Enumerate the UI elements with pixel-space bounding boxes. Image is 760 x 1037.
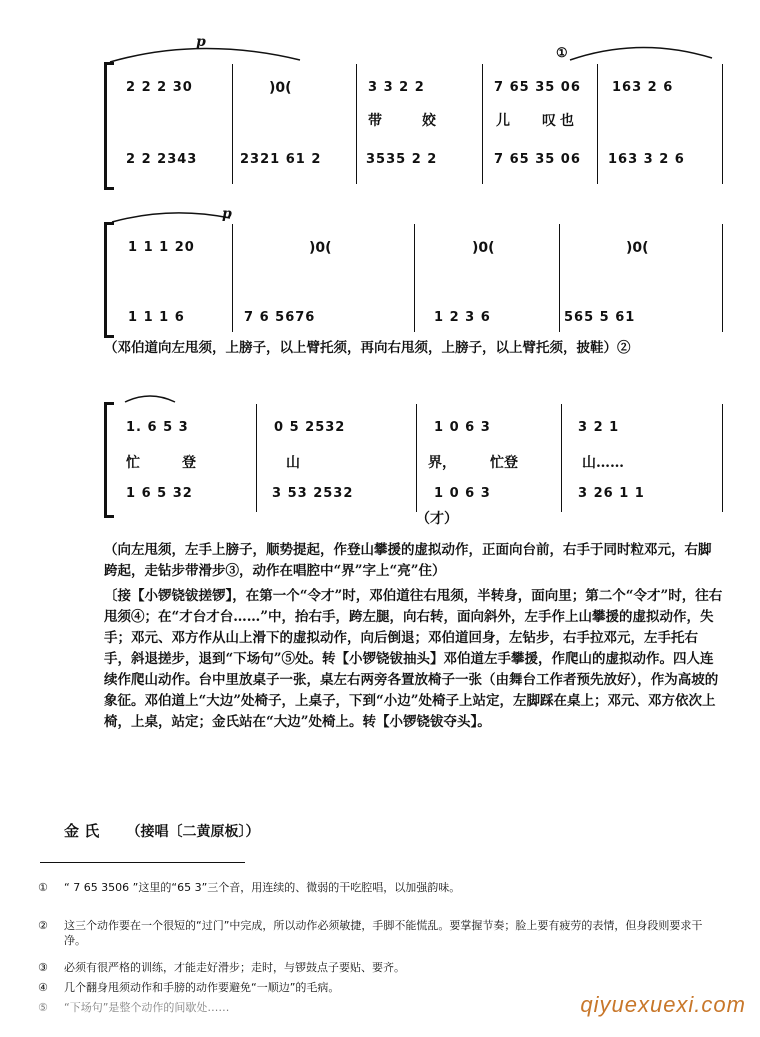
top-note-measure: 1 1 1 20 — [128, 240, 195, 255]
stage-direction: （邓伯道向左甩须，上膀子，以上臂托须，再向右甩须，上膀子，以上臂托须，披鞋）② — [104, 340, 631, 356]
lyric: 界， — [428, 455, 456, 471]
top-note-measure: 0 5 2532 — [274, 420, 346, 435]
footnote-text: 必须有很严格的训练，才能走好滑步；走时，与锣鼓点子要贴、要齐。 — [64, 961, 405, 974]
bottom-note-measure: 7 6 5676 — [244, 310, 316, 325]
lyric: 也 — [560, 113, 574, 129]
footnote-number: ④ — [38, 981, 48, 994]
footnote-number: ① — [38, 881, 48, 894]
footnote-number: ③ — [38, 961, 48, 974]
rest-mark: )0( — [626, 240, 649, 256]
character-cue: （接唱〔二黄原板〕） — [126, 824, 260, 840]
lyric: 忙 — [126, 455, 140, 471]
bottom-note-measure: 3 53 2532 — [272, 486, 354, 501]
dynamic-mark: p — [196, 34, 206, 50]
rest-mark: )0( — [309, 240, 332, 256]
bottom-note-measure: 565 5 61 — [564, 310, 636, 325]
footnote-text: 这三个动作要在一个很短的“过门”中完成，所以动作必须敏捷，手脚不能慌乱。要掌握节奏；脸上要有疲劳的表情，但身段则要求干净。 — [64, 919, 703, 947]
character-name: 金 氏 — [64, 822, 100, 840]
bottom-note-measure: 1 6 5 32 — [126, 486, 193, 501]
bottom-note-measure: 7 65 35 06 — [494, 152, 581, 167]
lyric: 叹 — [542, 113, 556, 129]
top-note-measure: 3 3 2 2 — [368, 80, 425, 95]
lyric: 忙登 — [490, 455, 518, 471]
footnote-text: “下场句”是整个动作的间歇处…… — [64, 1001, 230, 1014]
lyric: 姣 — [422, 113, 436, 129]
percussion-cue: （才） — [416, 511, 458, 527]
rest-mark: )0( — [472, 240, 495, 256]
bottom-note-measure: 1 1 1 6 — [128, 310, 185, 325]
bottom-note-measure: 3535 2 2 — [366, 152, 438, 167]
bottom-note-measure: 1 2 3 6 — [434, 310, 491, 325]
bottom-note-measure: 163 3 2 6 — [608, 152, 685, 167]
footnote-text: 几个翻身甩须动作和手膀的动作要避免“一顺边”的毛病。 — [64, 981, 340, 994]
stage-direction: 〔接【小锣铙钹搓锣】，在第一个“令才”时，邓伯道往右甩须，半转身，面向里；第二个“令才”时，往右甩须④；在“才台才台……”中，抬右手，跨左腿，向右转，面向斜外，左手作上山攀援的虚拟动作，失手；邓元、邓方作从山上滑下的虚拟动作，向后倒退；邓伯道回身，左钻步，右手拉邓元，左手托右手，斜退搓步，退到“下场句”⑤处。转【小锣铙钹抽头】邓伯道左手攀援，作爬山的虚拟动作。四人连续作爬山动作。台中里放桌子一张，桌左右两旁各置放椅子一张（由舞台工作者预先放好），作为高坡的象征。邓伯道上“大边”处椅子，上桌子，下到“小边”处椅子上站定，左脚踩在桌上；邓元、邓方依次上椅，上桌，站定；金氏站在“大边”处椅上。转【小锣铙钹夺头】。 — [104, 588, 723, 730]
watermark-text: qiyuexuexi.com — [580, 992, 746, 1017]
bottom-note-measure: 2321 61 2 — [240, 152, 322, 167]
top-note-measure: 1 0 6 3 — [434, 420, 491, 435]
bottom-note-measure: 3 26 1 1 — [578, 486, 645, 501]
top-note-measure: 7 65 35 06 — [494, 80, 581, 95]
lyric: 山…… — [582, 455, 624, 471]
top-note-measure: 1. 6 5 3 — [126, 420, 189, 435]
lyric: 带 — [368, 113, 382, 129]
footnote-number: ② — [38, 919, 48, 932]
footnote-number: ⑤ — [38, 1001, 48, 1014]
lyric: 儿 — [496, 113, 510, 129]
top-note-measure: 3 2 1 — [578, 420, 620, 435]
dynamic-mark: p — [222, 206, 232, 222]
stage-direction: （向左甩须，左手上膀子，顺势提起，作登山攀援的虚拟动作，正面向台前，右手于同时粒邓元，右脚跨起，走钻步带滑步③，动作在唱腔中“界”字上“亮”住） — [104, 542, 712, 579]
lyric: 山 — [286, 455, 300, 471]
bottom-note-measure: 1 0 6 3 — [434, 486, 491, 501]
footnote-text: “ 7 65 3506 ”这里的“65 3”三个音，用连续的、微弱的干吃腔唱，以加强韵味。 — [64, 881, 461, 894]
top-note-measure: 2 2 2 30 — [126, 80, 193, 95]
top-note-measure: 163 2 6 — [612, 80, 674, 95]
bottom-note-measure: 2 2 2343 — [126, 152, 198, 167]
rest-mark: )0( — [269, 80, 292, 96]
lyric: 登 — [182, 455, 196, 471]
circle-mark: ① — [556, 46, 568, 61]
